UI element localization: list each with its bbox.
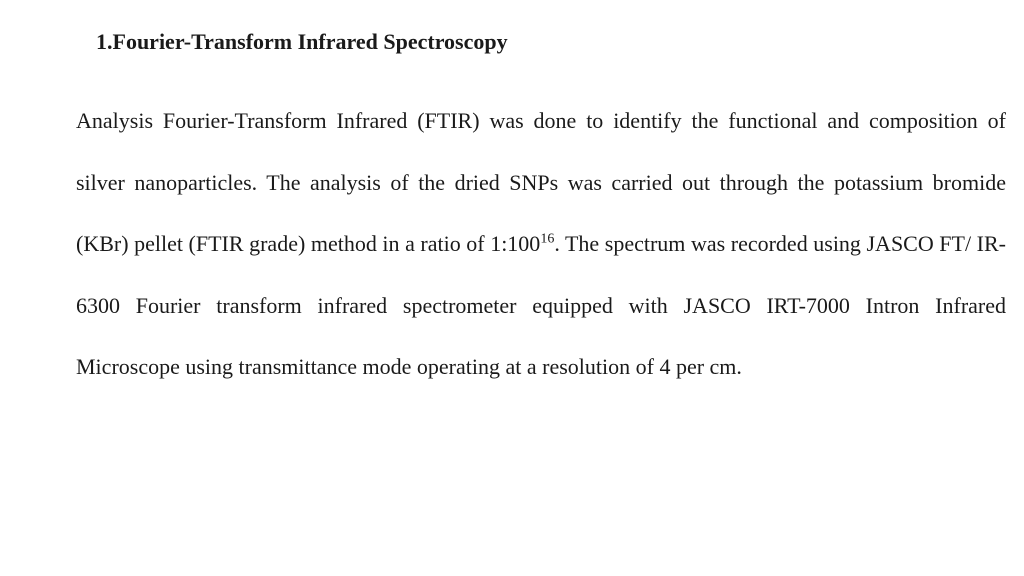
citation-reference: 16 xyxy=(540,231,555,247)
body-paragraph xyxy=(76,90,1006,398)
paragraph-text-after-reference: . The spectrum was recorded using JASCO FT/ IR-6300 Fourier transform infrared spectrometer equipped with JASCO IRT-7000 Intron Infrared Microscope using transmittance mode operating at a resolution of 4 per cm. xyxy=(76,231,1006,379)
paragraph-text-before-reference: Analysis Fourier-Transform Infrared (FTIR) was done to identify the functional and composition of silver nanoparticles. The analysis of the dried SNPs was carried out through the potassium bromide (KBr) pellet (FTIR grade) method in a ratio of 1:100 xyxy=(76,108,1006,256)
section-heading: 1.Fourier-Transform Infrared Spectroscopy xyxy=(96,29,508,54)
